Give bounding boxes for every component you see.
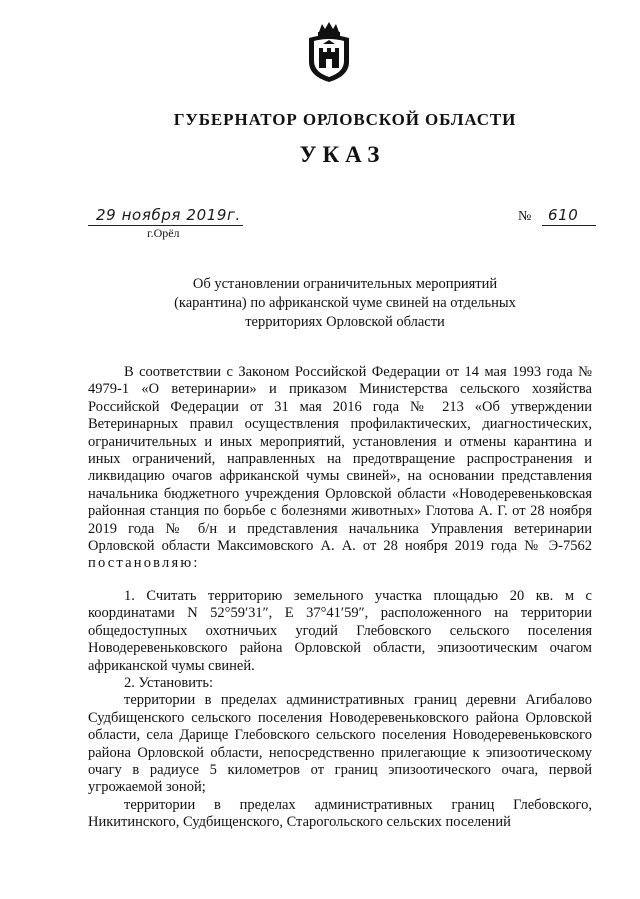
subject-line: Об установлении ограничительных мероприятий (192, 276, 498, 292)
item-1-paragraph: 1. Считать территорию земельного участка площадью 20 кв. м с координатами N 52°59′31″, E 37°41′59″, расположенного на территории общедоступных охотничьих угодий Глебовского сельского поселения Новодеревеньковского района Орловской области, эпизоотическим очагом африканской чумы свиней. (88, 587, 592, 674)
authority-title: ГУБЕРНАТОР ОРЛОВСКОЙ ОБЛАСТИ (173, 110, 517, 129)
item-2b-paragraph: территории в пределах административных границ Глебовского, Никитинского, Судбищенского, Старогольского сельских поселений (88, 796, 592, 831)
coat-of-arms-icon (305, 22, 353, 84)
preamble-paragraph (88, 364, 592, 573)
item-2a-paragraph: территории в пределах административных границ деревни Агибалово Судбищенского сельского поселения Новодеревеньковского района Орловской области, села Дарище Глебовского сельского поселения Новодеревеньковского района Орловской области, непосредственно прилегающие к эпизоотическому очагу в радиусе 5 километров от границ эпизоотического очага, первой угрожаемой зоной; (88, 692, 592, 796)
decree-body (88, 364, 592, 832)
decree-subject (150, 275, 540, 332)
subject-line: территориях Орловской области (245, 314, 445, 330)
date-value: 29 ноября 2019г. (96, 206, 241, 224)
date-field (88, 206, 243, 226)
item-2-heading: 2. Установить: (124, 674, 214, 691)
decree-word: постановляю: (88, 555, 200, 572)
number-value: 610 (548, 206, 579, 224)
preamble-text: В соответствии с Законом Российской Федерации от 14 мая 1993 года № 4979-1 «О ветеринарии» и приказом Министерства сельского хозяйства Российской Федерации от 31 мая 2016 года № 213 «Об утверждении Ветеринарных правил осуществления профилактических, диагностических, ограничительных и иных мероприятий, установления и отмены карантина и иных ограничений, направленных на предотвращение распространения и ликвидацию очагов африканской чумы свиней», на основании представления начальника бюджетного учреждения Орловской области «Новодеревеньковская районная станция по борьбе с болезнями животных» Глотова А. Г. от 28 ноября 2019 года № б/н и представления начальника Управления ветеринарии Орловской области Максимовского А. А. от 28 ноября 2019 года № Э-7562 (88, 364, 592, 555)
number-label: № (518, 209, 532, 224)
number-field (542, 206, 596, 226)
city-label: г.Орёл (147, 226, 180, 240)
document-type-title: УКАЗ (299, 142, 386, 167)
subject-line: (карантина) по африканской чуме свиней на отдельных (174, 295, 516, 311)
